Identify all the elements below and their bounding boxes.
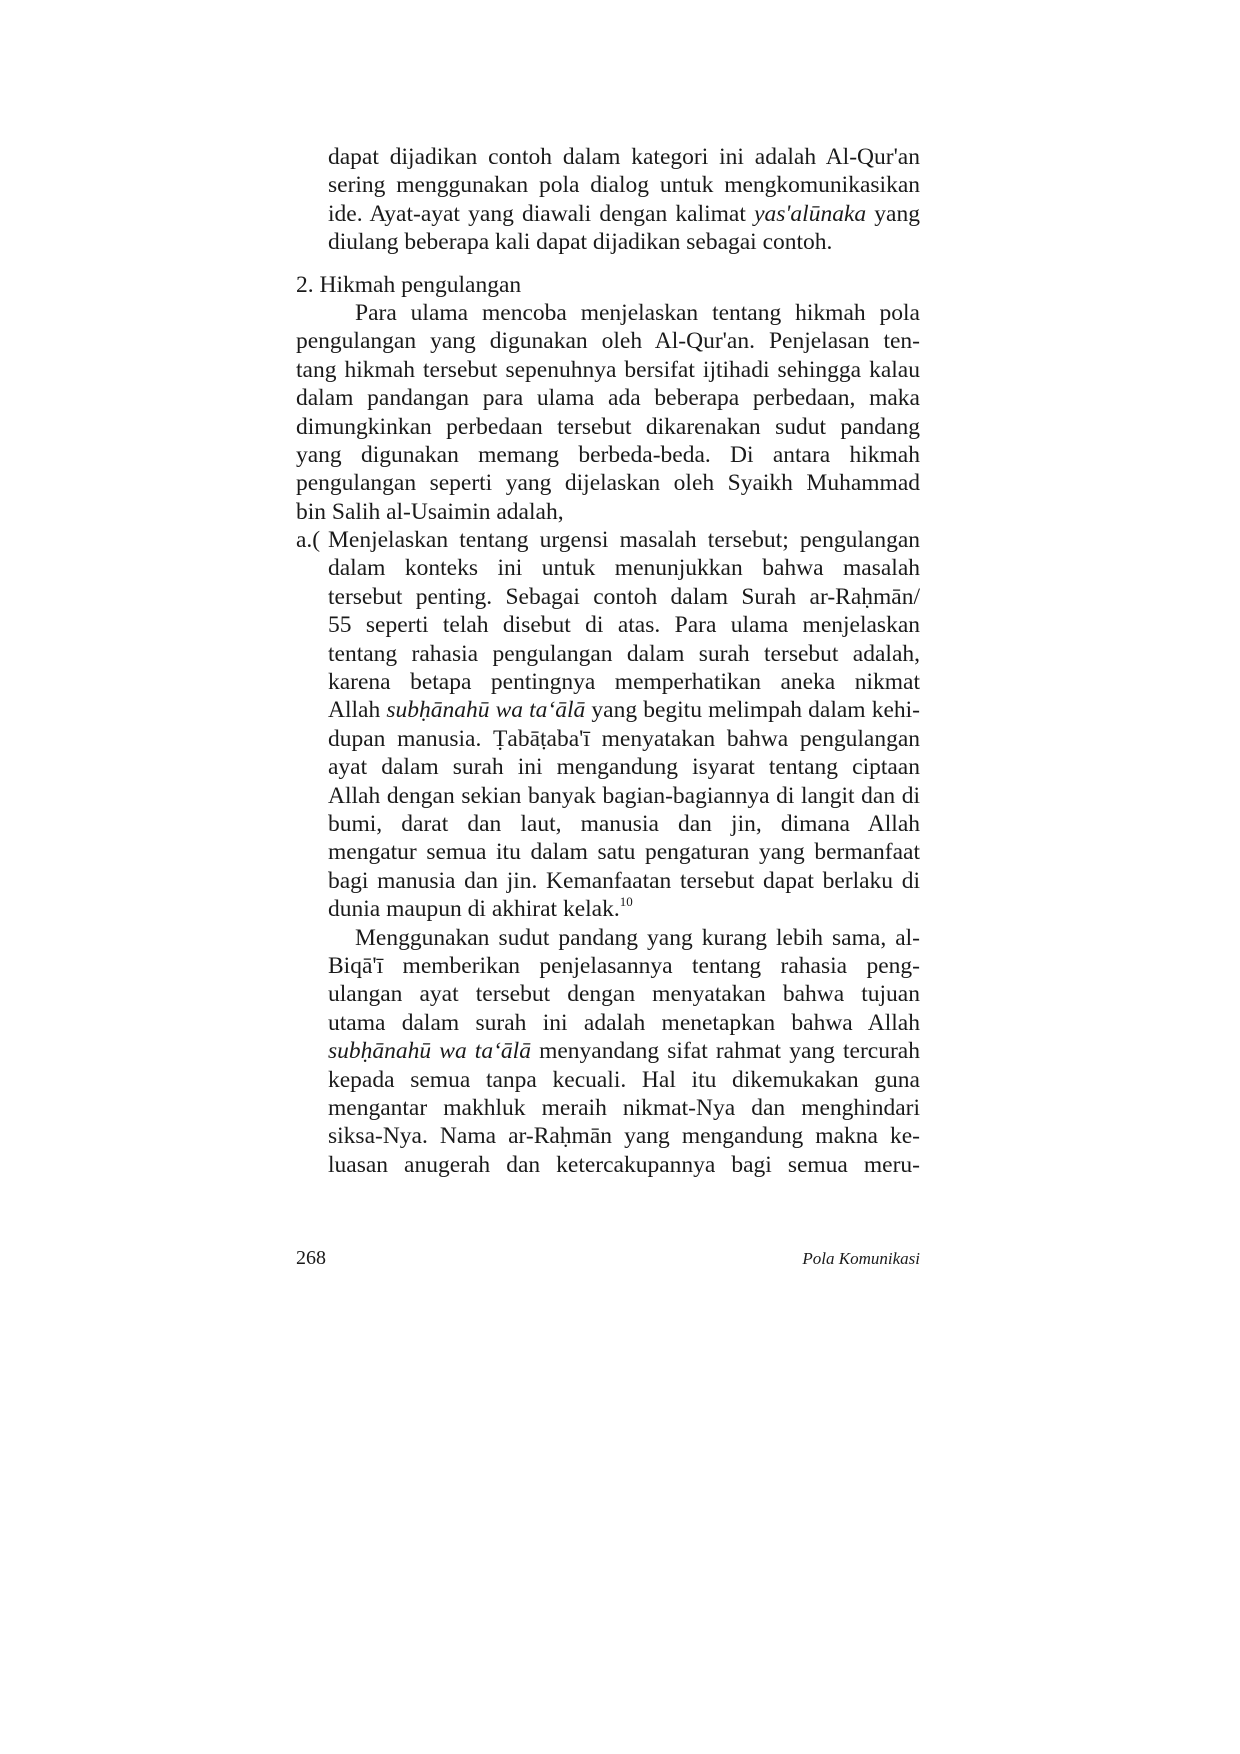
page-body	[296, 143, 920, 1179]
list-marker: a.(	[296, 527, 321, 554]
text-line	[296, 696, 920, 724]
text-segment: menyandang sifat rahmat yang tercurah	[530, 1038, 920, 1065]
list-item-a	[296, 526, 920, 923]
text-segment: ide. Ayat-ayat yang diawali dengan kalimat	[328, 200, 755, 227]
text-line: Allah dengan sekian banyak bagian-bagiannya di langit dan di	[328, 782, 920, 809]
text-line: dimungkinkan perbedaan tersebut dikarenakan sudut pandang	[296, 413, 920, 440]
text-line	[296, 1037, 920, 1065]
text-line: yang digunakan memang berbeda-beda. Di antara hikmah	[296, 441, 920, 468]
running-title: Pola Komunikasi	[802, 1249, 920, 1268]
text-line: bin Salih al-Usaimin adalah,	[296, 498, 564, 525]
follow-paragraph	[296, 924, 920, 1180]
text-line: dalam konteks ini untuk menunjukkan bahwa masalah	[328, 555, 920, 582]
transliteration: yas'alūnaka	[754, 200, 867, 227]
text-line: pengulangan seperti yang dijelaskan oleh Syaikh Muhammad	[296, 470, 920, 497]
text-line: pengulangan yang digunakan oleh Al-Qur'an. Penjelasan ten-	[296, 328, 920, 355]
text-line: ayat dalam surah ini mengandung isyarat tentang ciptaan	[328, 754, 920, 781]
text-segment: yang	[866, 200, 920, 227]
page-footer	[296, 1247, 920, 1271]
text-line: tentang rahasia pengulangan dalam surah tersebut adalah,	[328, 640, 920, 667]
text-line: bagi manusia dan jin. Kemanfaatan tersebut dapat berlaku di	[328, 867, 920, 894]
text-line: dalam pandangan para ulama ada beberapa perbedaan, maka	[296, 385, 920, 412]
text-line: bumi, darat dan laut, manusia dan jin, dimana Allah	[328, 810, 920, 837]
text-line: sering menggunakan pola dialog untuk mengkomunikasikan	[328, 172, 920, 199]
text-line: ulangan ayat tersebut dengan menyatakan bahwa tujuan	[328, 981, 920, 1008]
continuation-paragraph	[296, 143, 920, 257]
text-segment: yang begitu melimpah dalam kehi-	[585, 697, 920, 724]
text-line: dapat dijadikan contoh dalam kategori ini adalah Al-Qur'an	[328, 144, 920, 170]
text-line: tersebut penting. Sebagai contoh dalam Surah ar-Raḥmān/	[328, 583, 920, 610]
text-line	[296, 200, 920, 228]
text-line: utama dalam surah ini adalah menetapkan bahwa Allah	[328, 1009, 920, 1036]
text-line: mengatur semua itu dalam satu pengaturan yang bermanfaat	[328, 839, 920, 866]
text-line: kepada semua tanpa kecuali. Hal itu dikemukakan guna	[328, 1066, 920, 1093]
text-line: diulang beberapa kali dapat dijadikan sebagai contoh.	[328, 229, 833, 256]
text-segment: Menjelaskan tentang urgensi masalah tersebut; pengulangan	[328, 527, 920, 554]
text-line: Para ulama mencoba menjelaskan tentang hikmah pola	[355, 299, 920, 326]
text-line: siksa-Nya. Nama ar-Raḥmān yang mengandung makna ke-	[328, 1123, 920, 1150]
text-line: luasan anugerah dan ketercakupannya bagi semua meru-	[328, 1151, 920, 1178]
section-heading: 2. Hikmah pengulangan	[296, 271, 522, 298]
text-line	[296, 526, 920, 554]
text-line: dupan manusia. Ṭabāṭaba'ī menyatakan bahwa pengulangan	[328, 725, 920, 752]
text-line: Menggunakan sudut pandang yang kurang lebih sama, al-	[355, 924, 920, 951]
text-segment: dunia maupun di akhirat kelak.	[328, 896, 620, 923]
text-line: karena betapa pentingnya memperhatikan aneka nikmat	[328, 669, 920, 696]
footnote-reference[interactable]: 10	[619, 894, 633, 910]
text-line	[296, 895, 920, 923]
intro-paragraph	[296, 299, 920, 526]
transliteration: subḥānahū wa ta‘ālā	[386, 697, 586, 724]
text-line: mengantar makhluk meraih nikmat-Nya dan menghindari	[328, 1094, 920, 1121]
transliteration: subḥānahū wa ta‘ālā	[328, 1038, 531, 1065]
text-segment: Allah	[328, 697, 387, 724]
page-number: 268	[296, 1247, 326, 1269]
text-line: 55 seperti telah disebut di atas. Para ulama menjelaskan	[328, 612, 920, 639]
text-line: tang hikmah tersebut sepenuhnya bersifat ijtihadi sehingga kalau	[296, 356, 920, 383]
text-line: Biqā'ī memberikan penjelasannya tentang rahasia peng-	[328, 952, 920, 979]
